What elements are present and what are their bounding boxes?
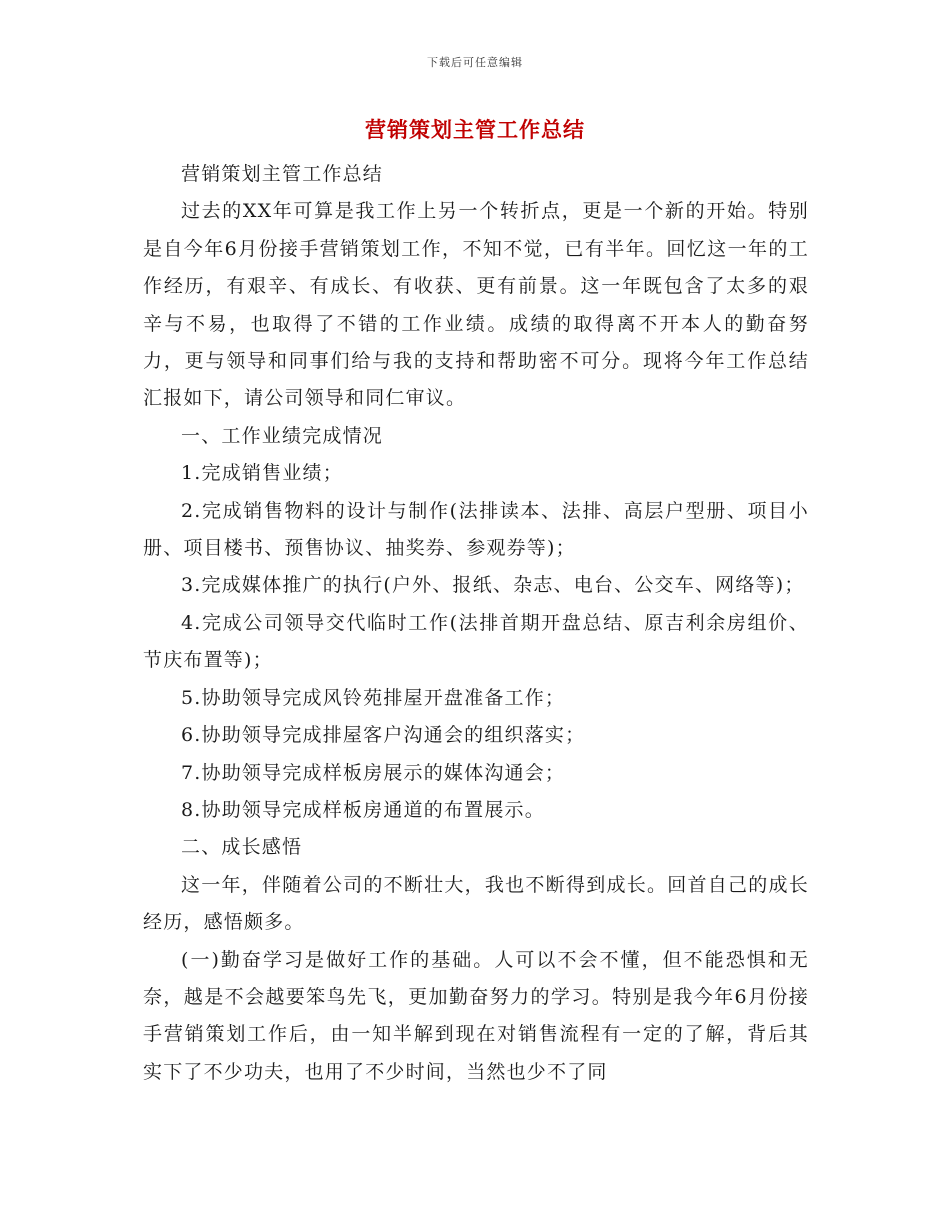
list-item-5: 5.协助领导完成风铃苑排屋开盘准备工作； — [181, 686, 566, 709]
list-item-4: 4.完成公司领导交代临时工作(法排首期开盘总结、原吉利余房组价、节庆布置等)； — [143, 611, 809, 672]
list-item-7: 7.协助领导完成样板房展示的媒体沟通会； — [181, 761, 566, 784]
list-item-3: 3.完成媒体推广的执行(户外、报纸、杂志、电台、公交车、网络等)； — [181, 574, 805, 597]
paragraph-intro: 过去的XX年可算是我工作上另一个转折点，更是一个新的开始。特别是自今年6月份接手营销策划工作，不知不觉，已有半年。回忆这一年的工作经历，有艰辛、有成长、有收获、更有前景。这一年既包含了太多的艰辛与不易，也取得了不错的工作业绩。成绩的取得离不开本人的勤奋努力，更与领导和同事们给与我的支持和帮助密不可分。现将今年工作总结汇报如下，请公司领导和同仁审议。 — [143, 200, 809, 410]
document-title: 营销策划主管工作总结 — [365, 117, 585, 142]
header-note: 下载后可任意编辑 — [427, 56, 523, 69]
paragraph-growth-point-1: (一)勤奋学习是做好工作的基础。人可以不会不懂，但不能恐惧和无奈，越是不会越要笨鸟先飞，更加勤奋努力的学习。特别是我今年6月份接手营销策划工作后，由一知半解到现在对销售流程有一定的了解，背后其实下了不少功夫，也用了不少时间，当然也少不了同 — [143, 948, 809, 1083]
section-heading-growth: 二、成长感悟 — [181, 836, 303, 859]
list-item-6: 6.协助领导完成排屋客户沟通会的组织落实； — [181, 724, 586, 747]
document-body — [143, 156, 809, 1091]
paragraph-subtitle: 营销策划主管工作总结 — [181, 163, 384, 185]
section-heading-performance: 一、工作业绩完成情况 — [181, 424, 384, 447]
list-item-1: 1.完成销售业绩； — [181, 462, 343, 485]
paragraph-growth-intro: 这一年，伴随着公司的不断壮大，我也不断得到成长。回首自己的成长经历，感悟颇多。 — [143, 873, 809, 934]
list-item-8: 8.协助领导完成样板房通道的布置展示。 — [181, 798, 545, 821]
list-item-2: 2.完成销售物料的设计与制作(法排读本、法排、高层户型册、项目小册、项目楼书、预售协议、抽奖券、参观券等)； — [143, 499, 809, 560]
